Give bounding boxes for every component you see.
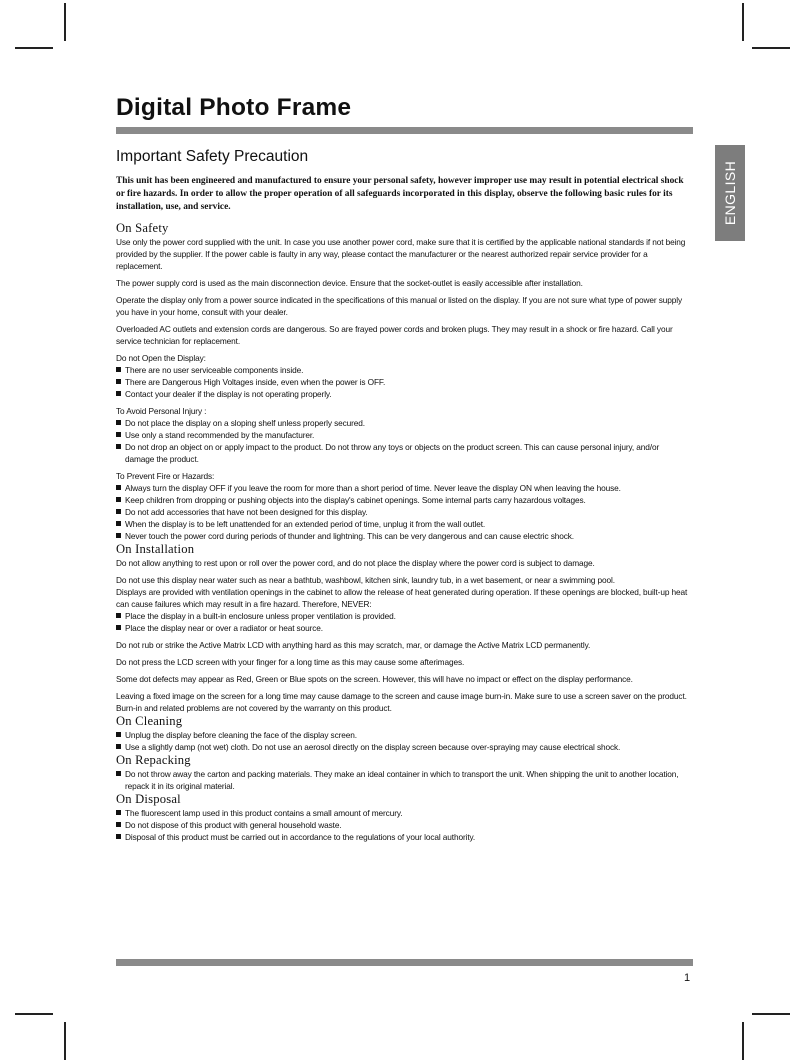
paragraph: Use only the power cord supplied with the unit. In case you use another power cord, make sure that it is certified by the applicable national standards if not being provided by the supplier. If the power cable is faulty in any way, please contact the manufacturer or the nearest authorized repair service provider for a replacement. [116, 237, 686, 271]
list-item: Do not add accessories that have not been designed for this display. [116, 506, 690, 518]
crop-mark [752, 1013, 790, 1015]
page-number: 1 [684, 972, 691, 984]
section-heading-installation: On Installation [116, 542, 195, 556]
paragraph: Do not use this display near water such as near a bathtub, washbowl, kitchen sink, laundry tub, in a wet basement, or near a swimming pool. [116, 575, 615, 585]
list-item: Contact your dealer if the display is not operating properly. [116, 388, 690, 400]
paragraph: Some dot defects may appear as Red, Green or Blue spots on the screen. However, this will have no impact or effect on the display performance. [116, 674, 633, 684]
language-tab [715, 145, 745, 241]
list-item: Use a slightly damp (not wet) cloth. Do not use an aerosol directly on the display screen because over-spraying may cause electrical shock. [116, 741, 690, 753]
list-item: Do not drop an object on or apply impact to the product. Do not throw any toys or objects on the product screen. This can cause personal injury, and/or damage the product. [116, 441, 690, 465]
document-title: Digital Photo Frame [116, 94, 352, 121]
paragraph: Operate the display only from a power source indicated in the specifications of this manual or listed on the display. If you are not sure what type of power supply you have in your home, consult with your dealer. [116, 295, 682, 317]
paragraph: Leaving a fixed image on the screen for a long time may cause damage to the screen and cause image burn-in. Make sure to use a screen saver on the product. Burn-in and related problems are not covered by the warranty on this product. [116, 691, 687, 713]
list-item: Unplug the display before cleaning the face of the display screen. [116, 729, 690, 741]
paragraph: Do not rub or strike the Active Matrix LCD with anything hard as this may scratch, mar, or damage the Active Matrix LCD permanently. [116, 640, 591, 650]
language-tab-label: ENGLISH [722, 160, 738, 226]
list-item: Do not place the display on a sloping shelf unless properly secured. [116, 417, 690, 429]
list-item: There are no user serviceable components inside. [116, 364, 690, 376]
section-title: Important Safety Precaution [116, 148, 309, 165]
list-item: Place the display in a built-in enclosure unless proper ventilation is provided. [116, 610, 690, 622]
crop-mark [64, 3, 66, 41]
subheading: Do not Open the Display: [116, 353, 206, 363]
list-item: Do not throw away the carton and packing materials. They make an ideal container in which to transport the unit. When shipping the unit to another location, repack it in its original material. [116, 768, 690, 792]
paragraph: Displays are provided with ventilation openings in the cabinet to allow the release of heat generated during operation. If these openings are blocked, built-up heat can cause failures which may result in a fire hazard. Therefore, NEVER: [116, 587, 688, 609]
bullet-list [116, 417, 690, 465]
bullet-list [116, 807, 690, 843]
bullet-list [116, 768, 690, 792]
list-item: Disposal of this product must be carried out in accordance to the regulations of your local authority. [116, 831, 690, 843]
list-item: Place the display near or over a radiator or heat source. [116, 622, 690, 634]
list-item: There are Dangerous High Voltages inside, even when the power is OFF. [116, 376, 690, 388]
intro-paragraph: This unit has been engineered and manufactured to ensure your personal safety, however improper use may result in potential electrical shock or fire hazards. In order to allow the proper operation of all safeguards incorporated in this display, observe the following basic rules for its installation, use, and service. [116, 176, 684, 212]
section-heading-disposal: On Disposal [116, 792, 181, 806]
paragraph: The power supply cord is used as the main disconnection device. Ensure that the socket-outlet is easily accessible after installation. [116, 278, 583, 288]
crop-mark [752, 47, 790, 49]
list-item: When the display is to be left unattended for an extended period of time, unplug it from the wall outlet. [116, 518, 690, 530]
bullet-list [116, 610, 690, 634]
list-item: Always turn the display OFF if you leave the room for more than a short period of time. Never leave the display ON when leaving the house. [116, 482, 690, 494]
subheading: To Prevent Fire or Hazards: [116, 471, 215, 481]
crop-mark [742, 3, 744, 41]
section-heading-cleaning: On Cleaning [116, 714, 183, 728]
list-item: Keep children from dropping or pushing objects into the display's cabinet openings. Some internal parts carry hazardous voltages. [116, 494, 690, 506]
paragraph: Do not allow anything to rest upon or roll over the power cord, and do not place the display where the power cord is subject to damage. [116, 558, 595, 568]
crop-mark [15, 47, 53, 49]
subheading: To Avoid Personal Injury : [116, 406, 207, 416]
crop-mark [64, 1022, 66, 1060]
bullet-list [116, 729, 690, 753]
list-item: Never touch the power cord during periods of thunder and lightning. This can be very dangerous and can cause electric shock. [116, 530, 690, 542]
crop-mark [15, 1013, 53, 1015]
paragraph: Overloaded AC outlets and extension cords are dangerous. So are frayed power cords and broken plugs. They may result in a shock or fire hazard. Call your service technician for replacement. [116, 324, 673, 346]
section-heading-safety: On Safety [116, 221, 169, 235]
title-rule [116, 127, 693, 134]
document-body [116, 221, 690, 843]
list-item: Do not dispose of this product with general household waste. [116, 819, 690, 831]
footer-rule [116, 959, 693, 966]
section-heading-repacking: On Repacking [116, 753, 191, 767]
paragraph: Do not press the LCD screen with your finger for a long time as this may cause some afterimages. [116, 657, 465, 667]
list-item: Use only a stand recommended by the manufacturer. [116, 429, 690, 441]
list-item: The fluorescent lamp used in this product contains a small amount of mercury. [116, 807, 690, 819]
crop-mark [742, 1022, 744, 1060]
bullet-list [116, 482, 690, 542]
bullet-list [116, 364, 690, 400]
